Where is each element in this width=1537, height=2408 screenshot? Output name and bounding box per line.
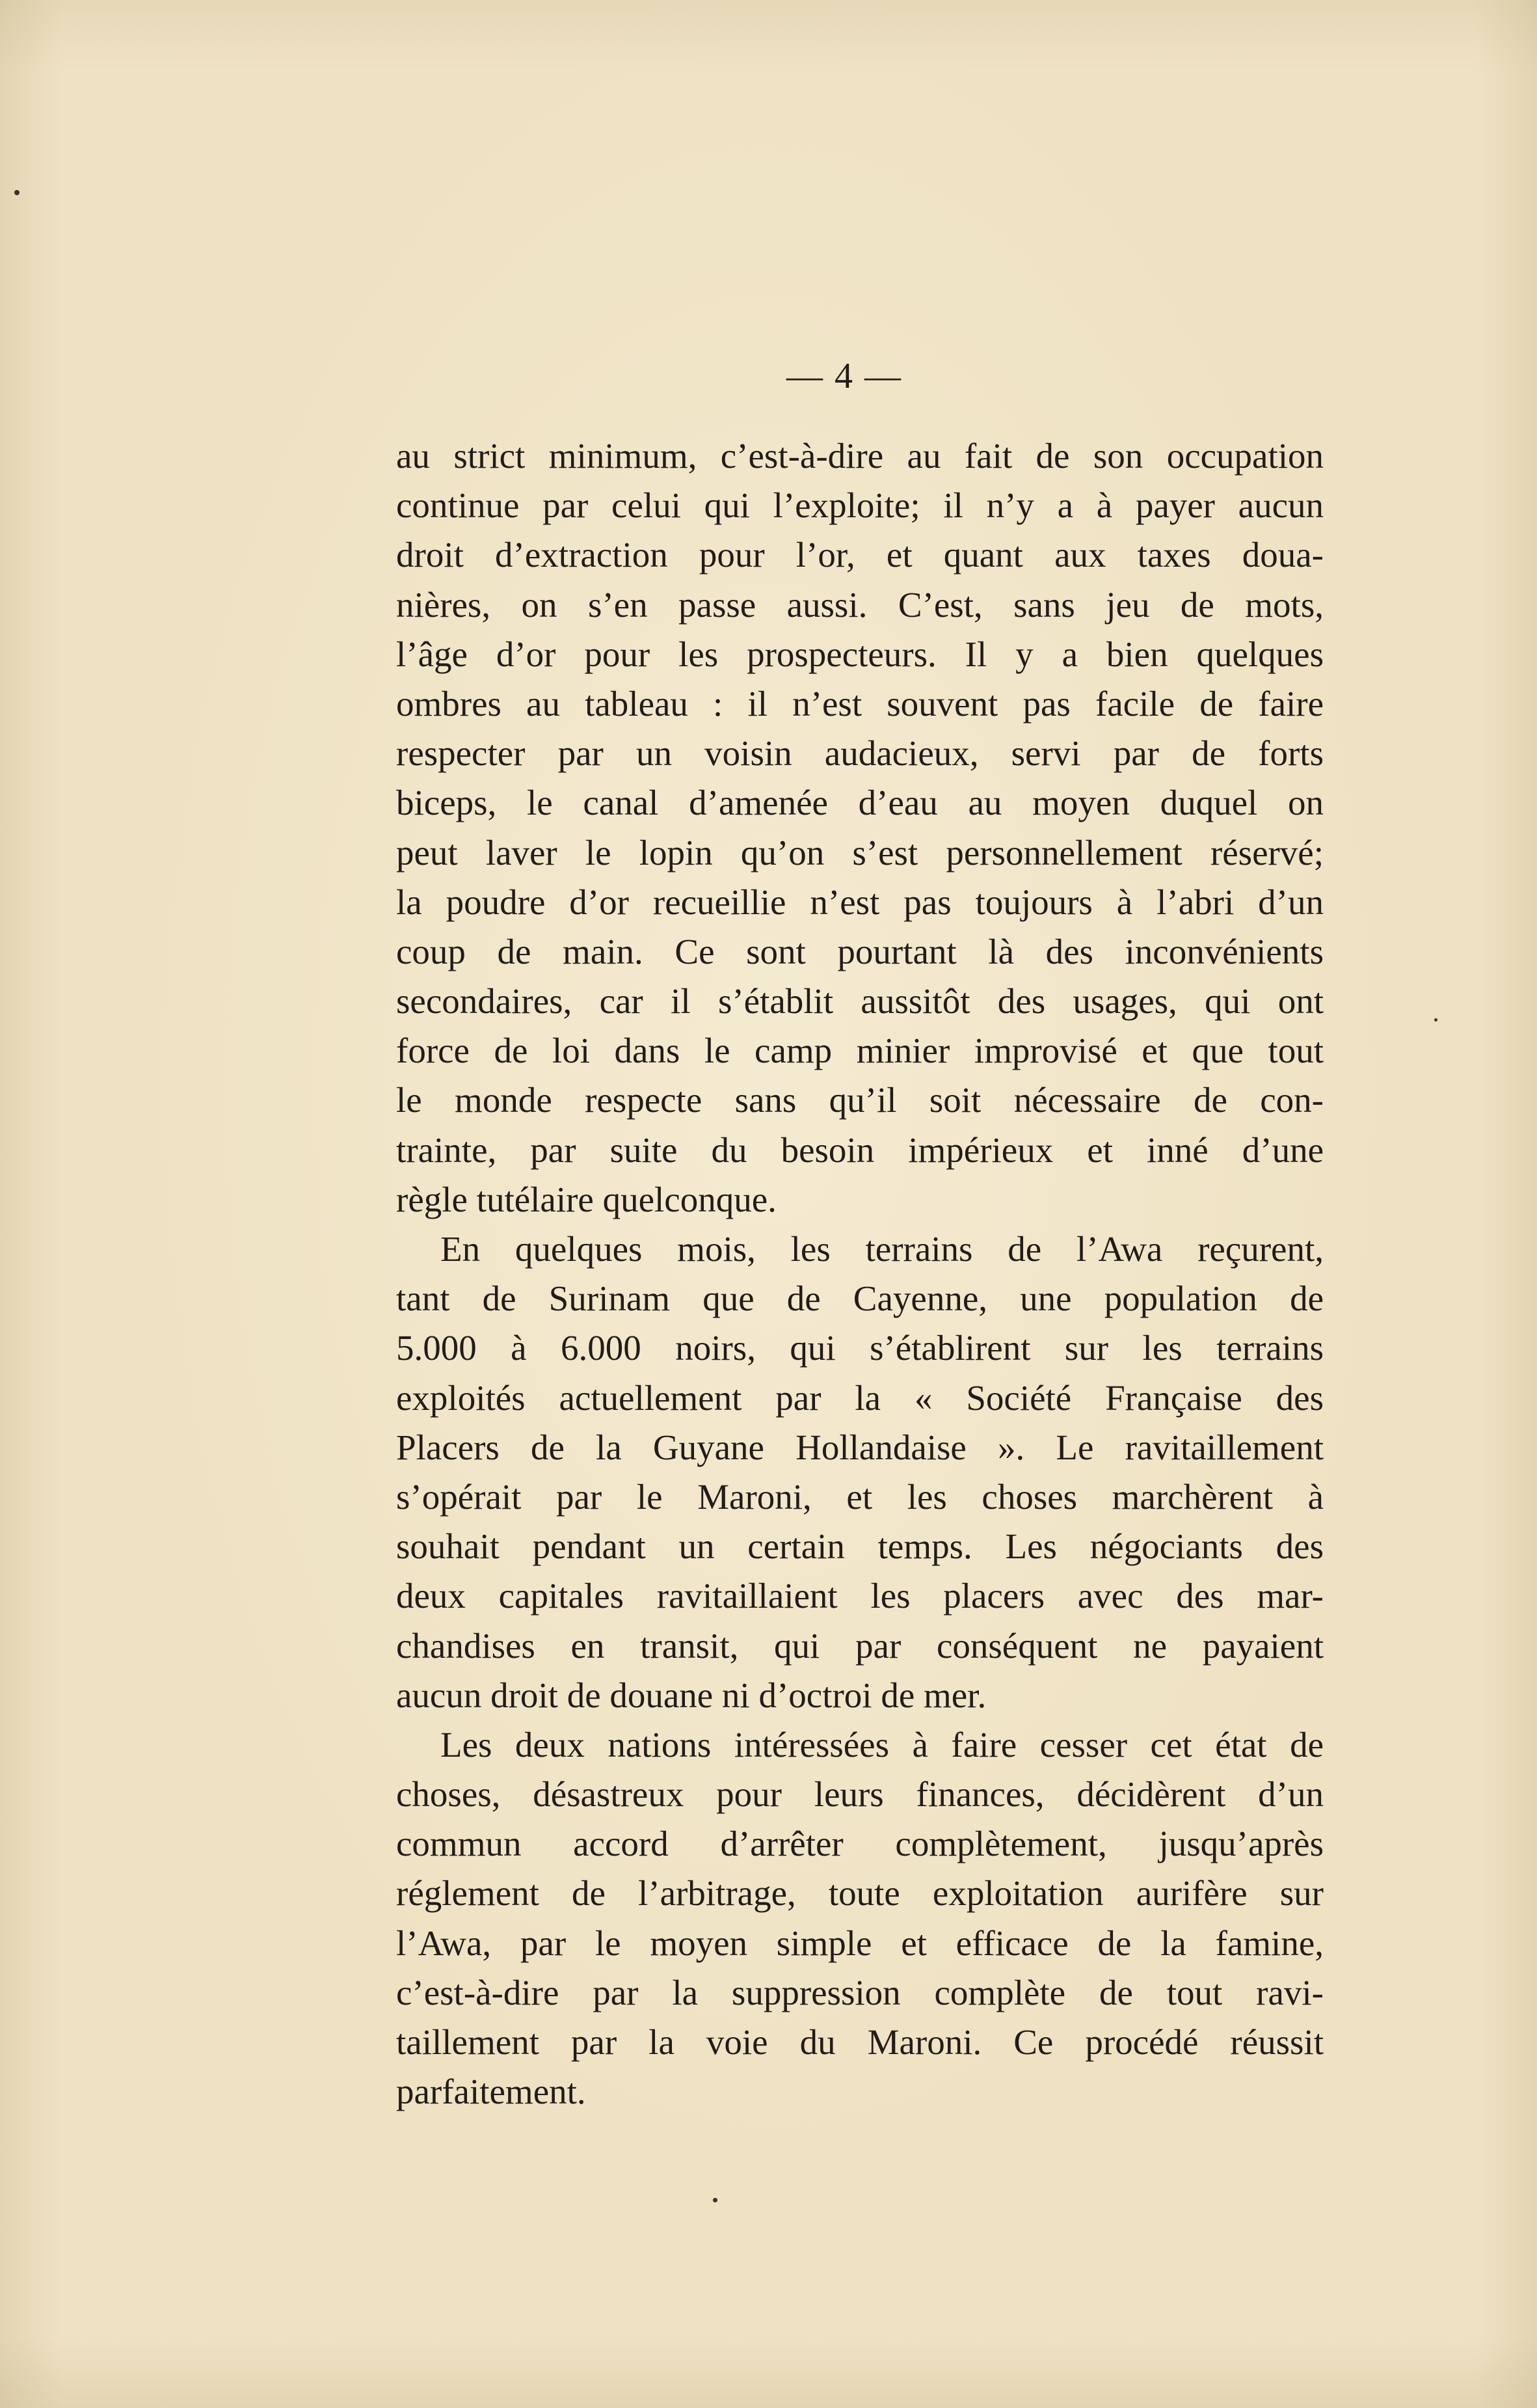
text-line: c’est-à-dire par la suppression complète de tout ravi- [396,1972,1324,2012]
text-line: au strict minimum, c’est-à-dire au fait de son occupation [396,436,1324,476]
text-line: nières, on s’en passe aussi. C’est, sans jeu de mots, [396,584,1324,625]
text-line: force de loi dans le camp minier improvisé et que tout [396,1031,1324,1071]
paragraph [396,1224,1324,1720]
paragraph [396,431,1324,1224]
text-line: Placers de la Guyane Hollandaise ». Le ravitaillement [396,1427,1324,1467]
paragraph [396,1720,1324,2117]
text-line: chandises en transit, qui par conséquent ne payaient [396,1625,1324,1666]
text-line: aucun droit de douane ni d’octroi de mer. [396,1675,987,1715]
paper-speck [713,2198,717,2202]
text-line: s’opérait par le Maroni, et les choses marchèrent à [396,1476,1324,1517]
text-line: exploités actuellement par la « Société Française des [396,1377,1324,1418]
text-line: deux capitales ravitaillaient les placers avec des mar- [396,1576,1324,1616]
text-line: coup de main. Ce sont pourtant là des inconvénients [396,931,1324,971]
text-line: En quelques mois, les terrains de l’Awa reçurent, [440,1229,1324,1269]
text-line: biceps, le canal d’amenée d’eau au moyen duquel on [396,783,1324,823]
text-line: Les deux nations intéressées à faire cesser cet état de [440,1724,1324,1765]
text-line: respecter par un voisin audacieux, servi par de forts [396,733,1324,774]
text-line: ombres au tableau : il n’est souvent pas facile de faire [396,683,1324,724]
text-line: peut laver le lopin qu’on s’est personnellement réservé; [396,832,1324,873]
page-number: — 4 — [786,356,902,396]
text-line: droit d’extraction pour l’or, et quant aux taxes doua- [396,535,1324,575]
text-line: commun accord d’arrêter complètement, jusqu’après [396,1824,1324,1864]
text-line: règle tutélaire quelconque. [396,1179,777,1219]
text-line: continue par celui qui l’exploite; il n’y a à payer aucun [396,485,1324,526]
text-line: parfaitement. [396,2072,586,2112]
paper-speck [14,190,20,195]
text-line: la poudre d’or recueillie n’est pas toujours à l’abri d’un [396,882,1324,922]
text-line: 5.000 à 6.000 noirs, qui s’établirent sur les terrains [396,1328,1324,1368]
page-body [396,431,1324,2117]
text-line: tant de Surinam que de Cayenne, une population de [396,1278,1324,1319]
text-line: souhait pendant un certain temps. Les négociants des [396,1526,1324,1567]
text-line: trainte, par suite du besoin impérieux et inné d’une [396,1130,1324,1170]
text-line: l’âge d’or pour les prospecteurs. Il y a bien quelques [396,634,1324,674]
text-line: le monde respecte sans qu’il soit nécessaire de con- [396,1080,1324,1120]
text-line: choses, désastreux pour leurs finances, décidèrent d’un [396,1774,1324,1815]
text-line: l’Awa, par le moyen simple et efficace de la famine, [396,1923,1324,1963]
text-line: réglement de l’arbitrage, toute exploitation aurifère sur [396,1873,1324,1914]
text-line: taillement par la voie du Maroni. Ce procédé réussit [396,2022,1324,2062]
text-line: secondaires, car il s’établit aussitôt des usages, qui ont [396,981,1324,1021]
paper-speck [1434,1018,1437,1021]
